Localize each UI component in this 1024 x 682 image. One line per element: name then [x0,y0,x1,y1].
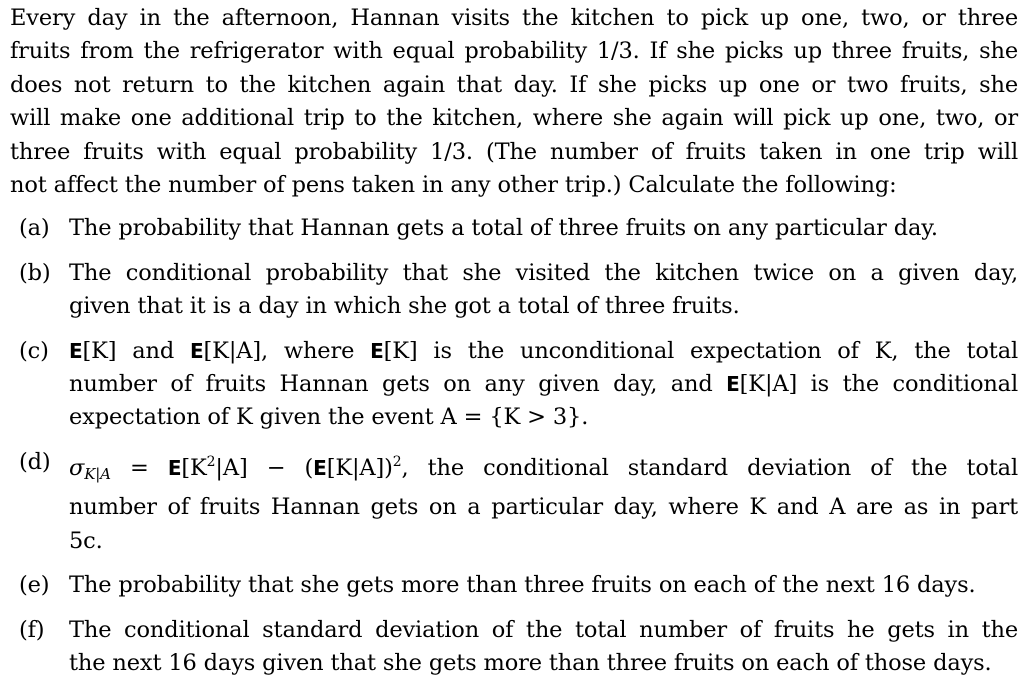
problem-intro [10,2,1018,202]
part-d-fragment: [K|A]) [326,454,393,481]
part-e-label: (e) [19,572,50,599]
intro-line-5: three fruits with equal probability 1/3. (The number of fruits taken in one trip will [10,138,1018,165]
part-d-text-line-2: number of fruits Hannan gets on a particular day, where K and A are as in part [69,494,1018,521]
part-c-fragment: [K|A], where [203,337,371,364]
intro-line-1: Every day in the afternoon, Hannan visits the kitchen to pick up one, two, or three [10,5,1018,31]
part-b-text-line-1: The conditional probability that she visited the kitchen twice on a given day, [69,259,1018,286]
part-c-fragment: number of fruits Hannan gets on any given day, and [69,371,727,398]
intro-line-2: fruits from the refrigerator with equal probability 1/3. If she picks up three fruits, she [10,38,1018,65]
part-f-text-line-2: the next 16 days given that she gets more than three fruits on each of those days. [69,649,992,676]
part-d [10,446,1018,558]
expectation-symbol: E [69,338,83,363]
expectation-symbol: E [370,338,384,363]
part-e [10,569,1018,602]
intro-line-3: does not return to the kitchen again that day. If she picks up one or two fruits, she [10,71,1018,98]
part-c-text-line-2 [69,368,1018,401]
part-b [10,257,1018,324]
part-a [10,212,1018,245]
part-c-fragment: [K] and [82,337,191,364]
intro-line-6: not affect the number of pens taken in any other trip.) Calculate the following: [10,172,897,199]
part-d-fragment: [K [181,454,207,481]
part-d-fragment: , the conditional standard deviation of the total [401,454,1018,481]
question-parts [10,212,1018,680]
part-f-text-line-1: The conditional standard deviation of the total number of fruits he gets in the [69,616,1018,643]
problem-document [10,2,1018,680]
part-a-text: The probability that Hannan gets a total of three fruits on any particular day. [69,215,938,242]
sigma-symbol: σ [69,454,85,481]
part-d-label: (d) [19,448,51,475]
superscript: 2 [206,453,216,470]
part-a-label: (a) [19,215,50,242]
sigma-subscript: K|A [84,464,111,483]
equals-sign: = [110,454,168,481]
part-d-text-line-1 [69,446,1018,491]
part-c-text-line-1 [69,335,1018,368]
expectation-symbol: E [313,455,327,480]
part-e-text: The probability that she gets more than three fruits on each of the next 16 days. [69,572,976,599]
part-c-label: (c) [19,337,49,364]
part-f [10,614,1018,681]
part-f-label: (f) [19,616,45,643]
part-b-label: (b) [19,259,51,286]
part-d-text-line-3: 5c. [69,527,103,554]
part-b-text-line-2: given that it is a day in which she got a total of three fruits. [69,293,740,320]
part-c [10,335,1018,435]
intro-line-4: will make one additional trip to the kitchen, where she again will pick up one, two, or [10,105,1018,132]
superscript: 2 [392,453,402,470]
part-c-fragment: [K] is the unconditional expectation of K, the total [383,337,1019,364]
part-c-text-line-3: expectation of K given the event A = {K > 3}. [69,404,589,431]
expectation-symbol: E [726,372,740,397]
part-c-fragment: [K|A] is the conditional [739,371,1018,398]
expectation-symbol: E [167,455,182,480]
expectation-symbol: E [190,338,204,363]
part-d-fragment: |A] − ( [215,454,314,481]
